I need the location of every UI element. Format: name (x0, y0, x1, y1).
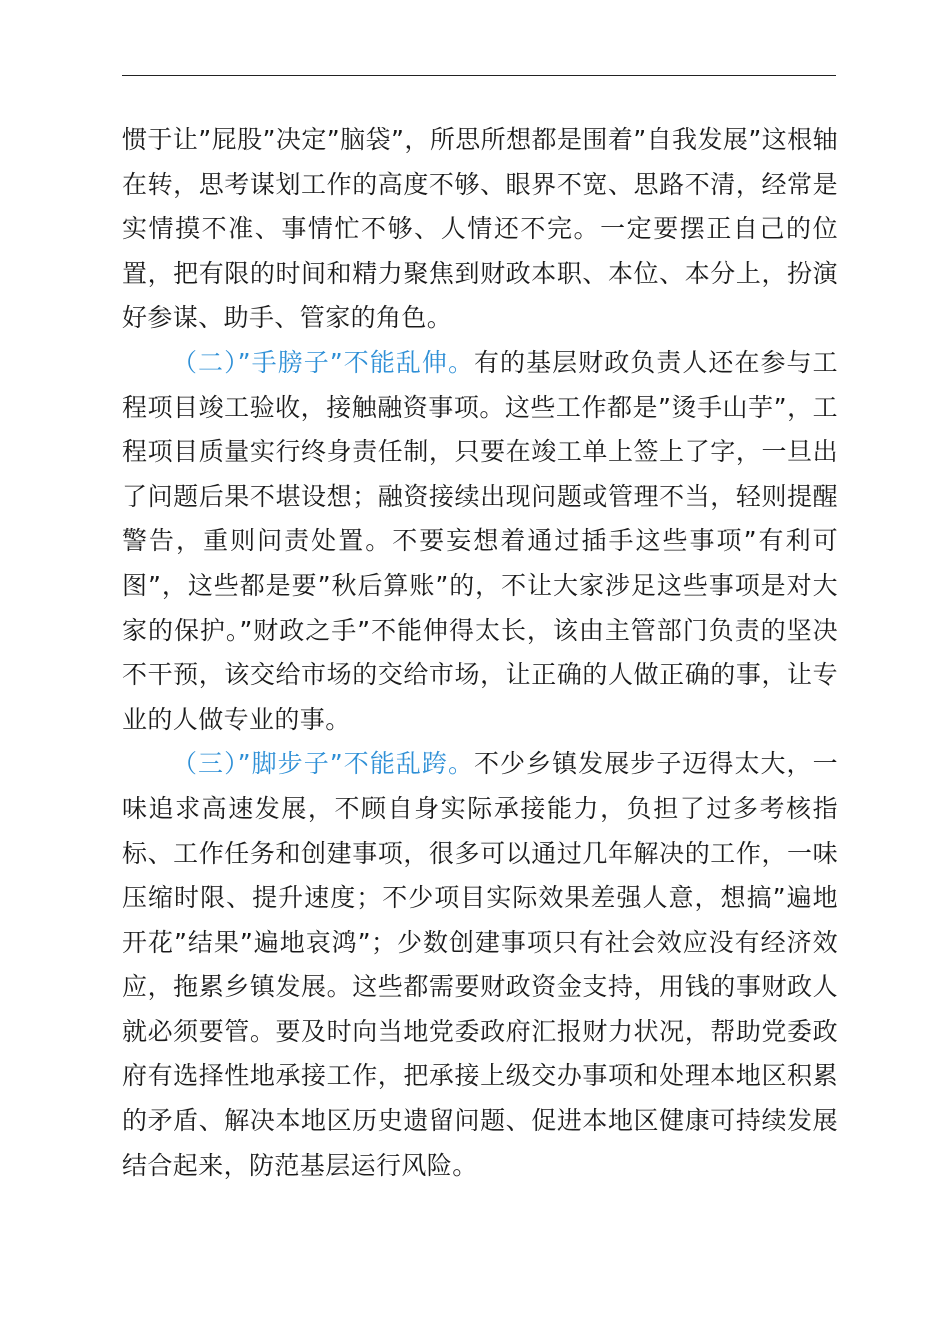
paragraph-text: 惯于让”屁股”决定”脑袋”，所思所想都是围着”自我发展”这根轴在转，思考谋划工作的高度不够、眼界不宽、思路不清，经常是实情摸不准、事情忙不够、人情还不完。一定要摆正自己的位置，把有限的时间和精力聚焦到财政本职、本位、本分上，扮演好参谋、助手、管家的角色。 (122, 125, 838, 333)
document-body (122, 118, 838, 1188)
section-heading-2: （二）”手膀子”不能乱伸。 (172, 347, 474, 377)
header-rule (122, 75, 836, 76)
paragraph-section-2 (122, 341, 838, 742)
paragraph-text: 有的基层财政负责人还在参与工程项目竣工验收，接触融资事项。这些工作都是”烫手山芋”，工程项目质量实行终身责任制，只要在竣工单上签上了字，一旦出了问题后果不堪设想；融资接续出现问题或管理不当，轻则提醒警告，重则问责处置。不要妄想着通过插手这些事项”有利可图”，这些都是要”秋后算账”的，不让大家涉足这些事项是对大家的保护。”财政之手”不能伸得太长，该由主管部门负责的坚决不干预，该交给市场的交给市场，让正确的人做正确的事，让专业的人做专业的事。 (122, 347, 838, 734)
paragraph-text: 不少乡镇发展步子迈得太大，一味追求高速发展，不顾自身实际承接能力，负担了过多考核指标、工作任务和创建事项，很多可以通过几年解决的工作，一味压缩时限、提升速度；不少项目实际效果差强人意，想搞”遍地开花”结果”遍地哀鸿”；少数创建事项只有社会效应没有经济效应，拖累乡镇发展。这些都需要财政资金支持，用钱的事财政人就必须要管。要及时向当地党委政府汇报财力状况，帮助党委政府有选择性地承接工作，把承接上级交办事项和处理本地区积累的矛盾、解决本地区历史遗留问题、促进本地区健康可持续发展结合起来，防范基层运行风险。 (122, 749, 838, 1180)
section-heading-3: （三）”脚步子”不能乱跨。 (172, 749, 474, 779)
paragraph-continuation (122, 118, 838, 341)
paragraph-section-3 (122, 742, 838, 1188)
